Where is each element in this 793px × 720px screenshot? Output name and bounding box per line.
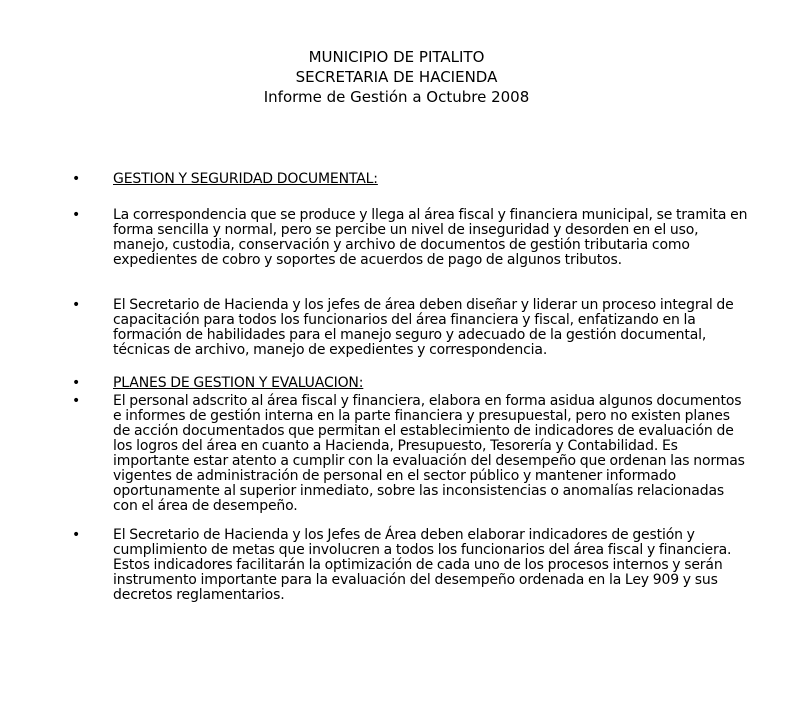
bullet-icon: •	[72, 375, 81, 391]
section-heading-management-plans: PLANES DE GESTION Y EVALUACION:	[113, 375, 364, 391]
report-title: Informe de Gestión a Octubre 2008	[263, 88, 530, 106]
paragraph-indicators: El Secretario de Hacienda y los Jefes de Área deben elaborar indicadores de gestión y cumplimiento de metas que involucren a todos los funcionarios del área fiscal y financiera. Estos indicadores facilitarán la optimización de cada uno de los procesos internos y serán instrumento importante para la evaluación del desempeño ordenada en la Ley 909 y sus decretos reglamentarios.	[113, 527, 732, 603]
bullet-icon: •	[72, 297, 81, 313]
paragraph-training: El Secretario de Hacienda y los jefes de área deben diseñar y liderar un proceso integral de capacitación para todos los funcionarios del área financiera y fiscal, enfatizando en la formación de habilidades para el manejo seguro y adecuado de la gestión documental, técnicas de archivo, manejo de expedientes y correspondencia.	[113, 297, 734, 358]
bullet-icon: •	[72, 527, 81, 543]
municipality-title: MUNICIPIO DE PITALITO	[308, 48, 485, 66]
paragraph-personnel: El personal adscrito al área fiscal y financiera, elabora en forma asidua algunos documentos e informes de gestión interna en la parte financiera y presupuestal, pero no existen planes de acción documentados que permitan el establecimiento de indicadores de evaluación de los logros del área en cuanto a Hacienda, Presupuesto, Tesorería y Contabilidad. Es importante estar atento a cumplir con la evaluación del desempeño que ordenan las normas vigentes de administración de personal en el sector público y mantener informado oportunamente al superior inmediato, sobre las inconsistencias o anomalías relacionadas con el área de desempeño.	[113, 393, 745, 514]
bullet-icon: •	[72, 207, 81, 223]
paragraph-correspondence: La correspondencia que se produce y llega al área fiscal y financiera municipal, se tramita en forma sencilla y normal, pero se percibe un nivel de inseguridad y desorden en el uso, manejo, custodia, conservación y archivo de documentos de gestión tributaria como expedientes de cobro y soportes de acuerdos de pago de algunos tributos.	[113, 207, 748, 268]
bullet-icon: •	[72, 393, 81, 409]
section-heading-document-management: GESTION Y SEGURIDAD DOCUMENTAL:	[113, 171, 378, 187]
department-title: SECRETARIA DE HACIENDA	[295, 68, 498, 86]
bullet-icon: •	[72, 171, 81, 187]
document-header	[0, 47, 793, 107]
